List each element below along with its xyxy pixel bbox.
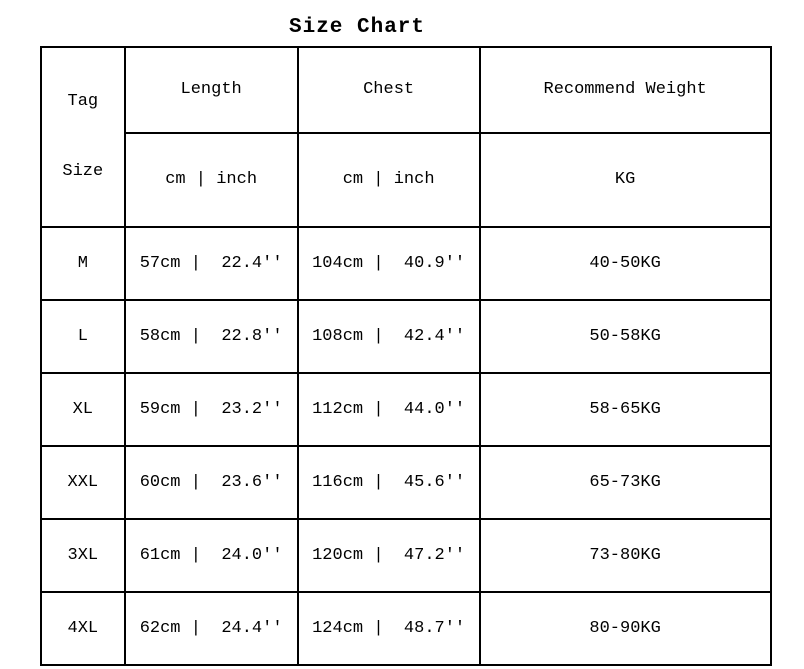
size-chart-table — [40, 46, 772, 666]
size-cell: L — [41, 300, 125, 373]
length-cell: 61cm | 24.0'' — [125, 519, 298, 592]
header-chest: Chest — [298, 47, 480, 133]
size-cell: XL — [41, 373, 125, 446]
size-cell: XXL — [41, 446, 125, 519]
size-cell: M — [41, 227, 125, 300]
size-cell: 4XL — [41, 592, 125, 665]
chest-cell: 112cm | 44.0'' — [298, 373, 480, 446]
header-row-units — [41, 133, 771, 227]
header-recommend-weight: Recommend Weight — [480, 47, 771, 133]
weight-cell: 40-50KG — [480, 227, 771, 300]
header-weight-unit: KG — [480, 133, 771, 227]
header-chest-unit: cm | inch — [298, 133, 480, 227]
length-cell: 62cm | 24.4'' — [125, 592, 298, 665]
table-row-3xl — [41, 519, 771, 592]
size-cell: 3XL — [41, 519, 125, 592]
length-cell: 60cm | 23.6'' — [125, 446, 298, 519]
header-tag-line2: Size — [62, 162, 104, 181]
weight-cell: 80-90KG — [480, 592, 771, 665]
chest-cell: 120cm | 47.2'' — [298, 519, 480, 592]
header-tag-line1: Tag — [67, 92, 99, 111]
weight-cell: 73-80KG — [480, 519, 771, 592]
table-row-xl — [41, 373, 771, 446]
chest-cell: 124cm | 48.7'' — [298, 592, 480, 665]
table-row-4xl — [41, 592, 771, 665]
chest-cell: 116cm | 45.6'' — [298, 446, 480, 519]
chest-cell: 108cm | 42.4'' — [298, 300, 480, 373]
table-row-l — [41, 300, 771, 373]
header-tag-size — [41, 47, 125, 227]
header-length-unit: cm | inch — [125, 133, 298, 227]
length-cell: 57cm | 22.4'' — [125, 227, 298, 300]
weight-cell: 58-65KG — [480, 373, 771, 446]
length-cell: 59cm | 23.2'' — [125, 373, 298, 446]
header-length: Length — [125, 47, 298, 133]
table-row-xxl — [41, 446, 771, 519]
chest-cell: 104cm | 40.9'' — [298, 227, 480, 300]
page-title: Size Chart — [288, 16, 426, 39]
table-row-m — [41, 227, 771, 300]
header-row-measures — [41, 47, 771, 133]
length-cell: 58cm | 22.8'' — [125, 300, 298, 373]
weight-cell: 65-73KG — [480, 446, 771, 519]
weight-cell: 50-58KG — [480, 300, 771, 373]
